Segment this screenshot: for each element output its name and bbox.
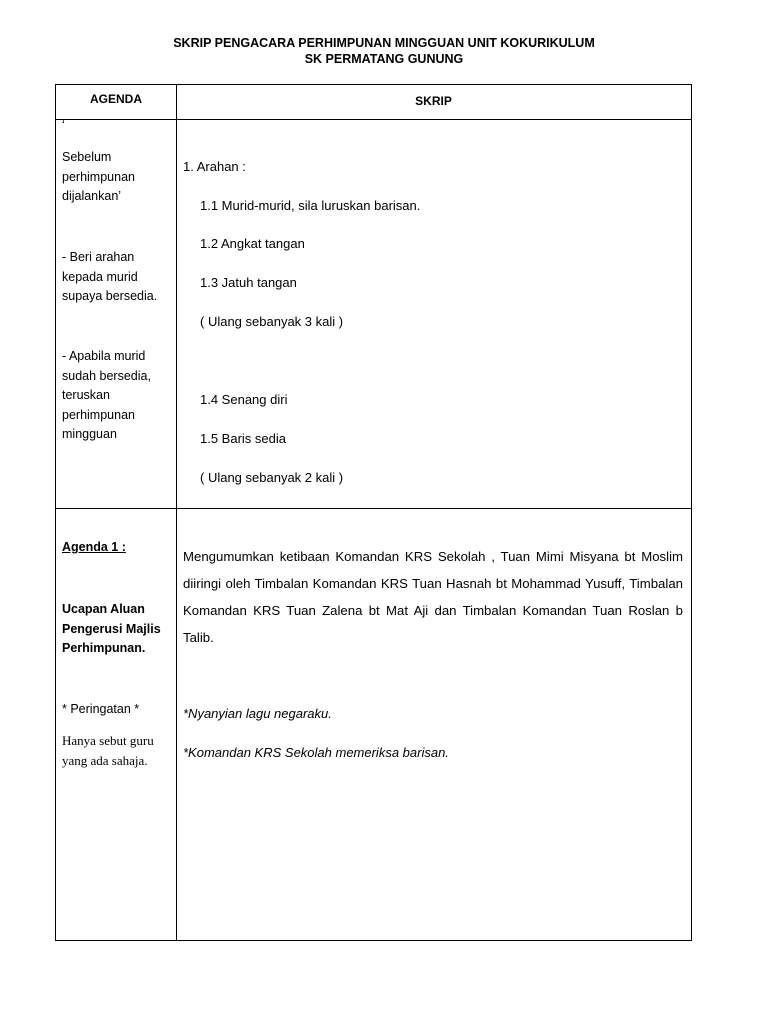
agenda-line: Sebelum [62,150,112,164]
skrip-heading: 1. Arahan : [183,159,246,174]
agenda-line: Perhimpunan. [62,641,146,655]
agenda-line: yang ada sahaja. [62,752,148,768]
agenda-note-title: * Peringatan * [62,702,140,716]
skrip-note: *Komandan KRS Sekolah memeriksa barisan. [183,745,449,760]
header-divider [55,119,691,120]
agenda-line: Hanya sebut guru [62,733,154,748]
agenda-line: teruskan [62,388,110,402]
header-agenda: AGENDA [89,92,142,106]
agenda-text-block [62,248,157,307]
agenda-line: - Apabila murid [62,349,146,363]
agenda-line: supaya bersedia. [62,289,158,303]
agenda-text-block [62,600,161,659]
column-divider [176,84,177,940]
header-skrip: SKRIP [415,94,452,108]
agenda-line: perhimpunan [62,407,135,422]
agenda-line: sudah bersedia, [62,368,151,383]
school-name: SK PERMATANG GUNUNG [304,52,464,66]
agenda-line: mingguan [62,427,117,441]
agenda-note [62,731,154,770]
row-divider [55,508,691,509]
skrip-item: 1.4 Senang diri [200,392,288,407]
skrip-item: ( Ulang sebanyak 2 kali ) [200,470,344,485]
agenda-text-block [62,347,151,445]
skrip-paragraph: Mengumumkan ketibaan Komandan KRS Sekolah , Tuan Mimi Misyana bt Moslim diiringi oleh Timbalan Komandan KRS Tuan Hasnah bt Mohammad Yusuff, Timbalan Komandan KRS Tuan Zalena bt Mat Aji dan Timbalan Komandan Tuan Roslan b Talib. [183,549,683,645]
agenda-text-block [62,148,135,207]
agenda-line: perhimpunan [62,169,135,184]
skrip-item: ( Ulang sebanyak 3 kali ) [200,314,344,329]
skrip-item: 1.1 Murid-murid, sila luruskan barisan. [200,198,421,213]
skrip-item: 1.2 Angkat tangan [200,236,305,251]
agenda-line: dijalankan’ [62,189,122,203]
skrip-item: 1.5 Baris sedia [200,431,286,446]
agenda-quote-mark: ‘ [62,118,65,132]
agenda-line: - Beri arahan [62,250,135,264]
document-title: SKRIP PENGACARA PERHIMPUNAN MINGGUAN UNIT KOKURIKULUM [173,36,595,50]
agenda-line: Ucapan Aluan [62,602,145,616]
skrip-item: 1.3 Jatuh tangan [200,275,297,290]
agenda-line: Pengerusi Majlis [62,621,161,636]
skrip-note: *Nyanyian lagu negaraku. [183,706,332,721]
agenda-label: Agenda 1 : [62,540,126,554]
agenda-line: kepada murid [62,269,138,284]
